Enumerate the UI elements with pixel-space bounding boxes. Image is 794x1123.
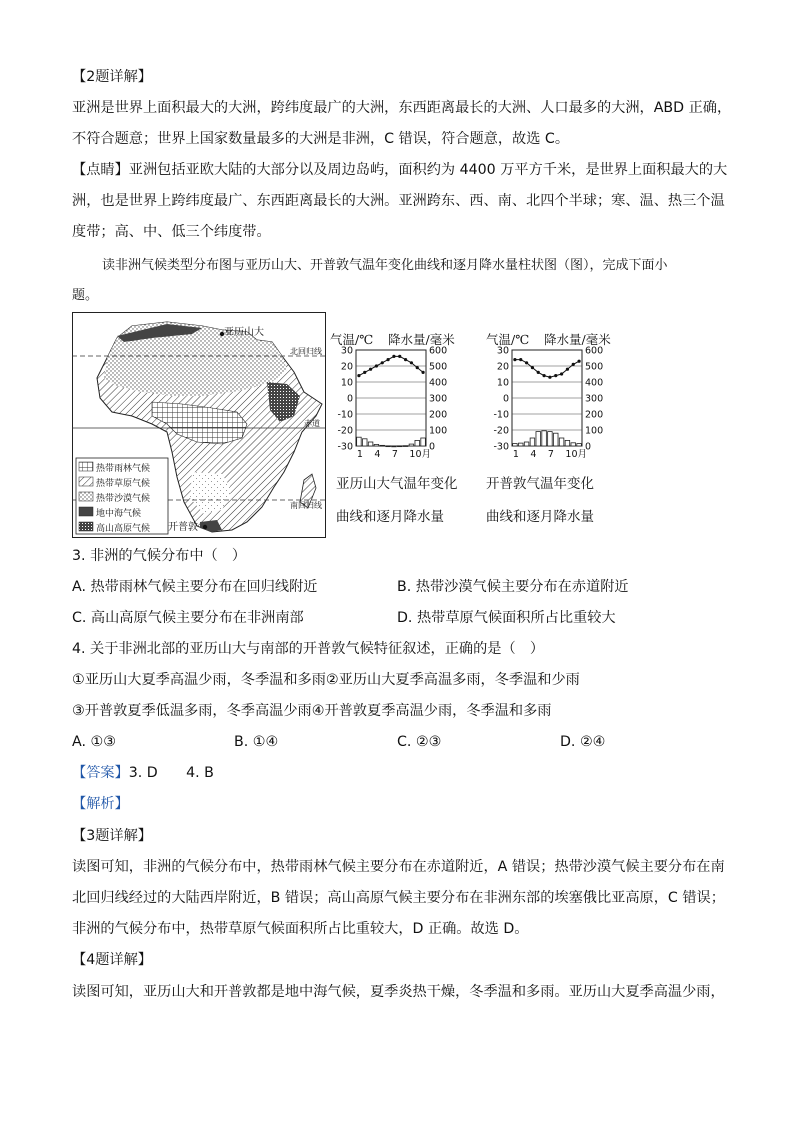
chart1-precip-bar xyxy=(409,444,414,446)
chart2-precip-bar xyxy=(571,443,576,446)
q2-detail-line-1: 亚洲是世界上面积最大的大洲，跨纬度最广的大洲，东西距离最长的大洲、人口最多的大洲，ABD 正确， xyxy=(72,100,732,116)
chart2-temp-tick: 0 xyxy=(502,393,509,405)
chart2-caption-2: 曲线和逐月降水量 xyxy=(486,509,594,525)
label-capetown: 开普敦 xyxy=(168,522,198,533)
chart2-precip-tick: 600 xyxy=(585,345,604,357)
chart2-precip-bar xyxy=(513,444,518,446)
chart1-precip-tick: 600 xyxy=(429,345,448,357)
label-tropic-north: 北回归线 xyxy=(290,347,322,356)
q4-detail-line-1: 读图可知，亚历山大和开普敦都是地中海气候，夏季炎热干燥，冬季温和多雨。亚历山大夏季高温少雨， xyxy=(72,984,725,1000)
answer-text: 3. D 4. B xyxy=(128,765,214,781)
chart2-temp-tick: -10 xyxy=(493,409,509,421)
answer-heading: 【答案】 xyxy=(72,765,129,781)
q3-detail-line-1: 读图可知，非洲的气候分布中，热带雨林气候主要分布在赤道附近，A 错误；热带沙漠气候主要分布在南 xyxy=(72,859,725,875)
q2-detail-line-2: 不符合题意；世界上国家数量最多的大洲是非洲，C 错误，符合题意，故选 C。 xyxy=(72,131,570,147)
chart1-month-tick: 7 xyxy=(391,449,398,460)
chart2-precip-bar xyxy=(565,440,570,446)
chart2-month-tick: 4 xyxy=(530,449,537,460)
chart1-precip-bar xyxy=(374,444,379,446)
q3-option-c[interactable]: C. 高山高原气候主要分布在非洲南部 xyxy=(72,610,304,626)
chart1-precip-bar xyxy=(362,439,367,446)
chart2-precip-bar xyxy=(559,438,564,446)
chart1-temp-axis-label: 气温/℃ xyxy=(330,332,374,347)
chart1-temp-tick: -30 xyxy=(337,441,353,453)
intro-line-1: 读非洲气候类型分布图与亚历山大、开普敦气温年变化曲线和逐月降水量柱状图（图），完成下面小 xyxy=(102,258,668,273)
chart2-temp-point xyxy=(548,376,551,379)
chart1-precip-bar xyxy=(368,442,373,446)
chart1-precip-tick: 100 xyxy=(429,425,448,437)
q4-option-a[interactable]: A. ①③ xyxy=(72,734,116,750)
chart1-precip-axis-label: 降水量/毫米 xyxy=(388,332,455,347)
q3-detail-line-2: 北回归线经过的大陆西岸附近，B 错误；高山高原气候主要分布在非洲东部的埃塞俄比亚高原，C 错误； xyxy=(72,890,725,906)
chart1-svg xyxy=(330,344,450,464)
chart1-precip-bar xyxy=(403,446,408,447)
chart2-precip-tick: 100 xyxy=(585,425,604,437)
chart2-temp-tick: -20 xyxy=(493,425,509,437)
chart2-precip-bar xyxy=(548,432,553,446)
chart1-month-tick: 4 xyxy=(374,449,381,460)
legend-swatch-desert xyxy=(79,492,93,501)
chart1-precip-bar xyxy=(392,446,397,447)
legend-label-highland: 高山高原气候 xyxy=(96,524,151,534)
q3-stem: 3. 非洲的气候分布中（ ） xyxy=(72,548,247,564)
legend-swatch-mediterranean xyxy=(79,507,93,516)
legend-swatch-highland xyxy=(79,522,93,531)
chart1-precip-tick: 300 xyxy=(429,393,448,405)
chart2-temp-point xyxy=(542,374,545,377)
chart1-temp-point xyxy=(369,368,372,371)
analysis-heading: 【解析】 xyxy=(72,796,129,812)
chart1-temp-point xyxy=(404,358,407,361)
chart2-precip-bar xyxy=(518,443,523,446)
chart1-temp-tick: 20 xyxy=(340,361,353,373)
label-tropic-south: 南回归线 xyxy=(290,501,322,510)
chart1-precip-bar xyxy=(380,445,385,446)
chart2-temp-point xyxy=(537,371,540,374)
legend-swatch-rainforest xyxy=(79,462,93,471)
chart2-month-tick: 7 xyxy=(547,449,554,460)
chart2-temp-point xyxy=(531,366,534,369)
chart1-month-tick: 1 xyxy=(356,449,363,460)
chart2-svg xyxy=(486,344,606,464)
chart2-temp-point xyxy=(519,358,522,361)
chart1-temp-point xyxy=(416,366,419,369)
chart1-temp-tick: -20 xyxy=(337,425,353,437)
q3-option-b[interactable]: B. 热带沙漠气候主要分布在赤道附近 xyxy=(397,579,629,595)
legend-label-desert: 热带沙漠气候 xyxy=(96,494,151,504)
q4-statement-1-2: ①亚历山大夏季高温少雨，冬季温和多雨②亚历山大夏季高温多雨，冬季温和少雨 xyxy=(72,672,580,688)
chart2-precip-tick: 300 xyxy=(585,393,604,405)
chart1-precip-tick: 500 xyxy=(429,361,448,373)
legend-label-savanna: 热带草原气候 xyxy=(96,479,151,489)
chart1-temp-point xyxy=(410,361,413,364)
chart2-precip-axis-label: 降水量/毫米 xyxy=(544,332,611,347)
chart2-precip-tick: 500 xyxy=(585,361,604,373)
capetown-marker xyxy=(203,525,207,529)
chart1-temp-point xyxy=(386,358,389,361)
chart1-precip-bar xyxy=(415,440,420,446)
chart2-temp-tick: 30 xyxy=(496,345,509,357)
chart2-temp-tick: -30 xyxy=(493,441,509,453)
chart1-precip-tick: 400 xyxy=(429,377,448,389)
chart2-precip-tick: 0 xyxy=(585,441,592,453)
answer-line xyxy=(72,763,214,783)
chart1-month-tick: 10月 xyxy=(409,449,432,460)
q3-option-d[interactable]: D. 热带草原气候面积所占比重较大 xyxy=(397,610,616,626)
figure-africa-climate xyxy=(72,312,612,540)
q3-option-a[interactable]: A. 热带雨林气候主要分布在回归线附近 xyxy=(72,579,318,595)
chart1-temp-tick: -10 xyxy=(337,409,353,421)
chart1-precip-bar xyxy=(357,437,362,446)
chart1-precip-tick: 0 xyxy=(429,441,436,453)
chart2-temp-point xyxy=(566,368,569,371)
tip-text-1: 亚洲包括亚欧大陆的大部分以及周边岛屿，面积约为 4400 万平方千米，是世界上面积最大的大 xyxy=(128,162,728,178)
label-equator: 赤道 xyxy=(304,419,320,428)
q4-stem: 4. 关于非洲北部的亚历山大与南部的开普敦气候特征叙述，正确的是（ ） xyxy=(72,641,545,657)
chart2-precip-bar xyxy=(524,442,529,446)
chart2-temp-tick: 10 xyxy=(496,377,509,389)
chart1-precip-bar xyxy=(397,446,402,447)
legend-label-rainforest: 热带雨林气候 xyxy=(96,464,151,474)
chart1-temp-point xyxy=(363,371,366,374)
chart2-precip-bar xyxy=(542,431,547,446)
chart2-precip-tick: 200 xyxy=(585,409,604,421)
chart2-caption-1: 开普敦气温年变化 xyxy=(486,476,594,492)
chart2-temp-point xyxy=(525,361,528,364)
tip-heading: 【点睛】 xyxy=(72,162,129,178)
tip-line-3: 度带；高、中、低三个纬度带。 xyxy=(72,224,271,240)
legend-swatch-savanna xyxy=(79,477,93,486)
chart2-temp-point xyxy=(513,358,516,361)
chart2-temp-line xyxy=(515,360,579,378)
chart2-month-tick: 10月 xyxy=(565,449,588,460)
chart2-temp-point xyxy=(560,372,563,375)
chart1-temp-point xyxy=(375,364,378,367)
legend-label-mediterranean: 地中海气候 xyxy=(96,509,142,519)
q4-option-c[interactable]: C. ②③ xyxy=(397,734,442,750)
chart1-temp-tick: 10 xyxy=(340,377,353,389)
chart1-temp-point xyxy=(421,371,424,374)
q3-detail-line-3: 非洲的气候分布中，热带草原气候面积所占比重较大，D 正确。故选 D。 xyxy=(72,921,529,937)
q3-detail-heading: 【3题详解】 xyxy=(72,828,152,844)
q4-option-d[interactable]: D. ②④ xyxy=(560,734,606,750)
tip-line-2: 洲，也是世界上跨纬度最广、东西距离最长的大洲。亚洲跨东、西、南、北四个半球；寒、温、热三个温 xyxy=(72,193,725,209)
chart1-precip-bar xyxy=(386,446,391,447)
chart2-temp-point xyxy=(572,363,575,366)
chart2-temp-point xyxy=(577,360,580,363)
chart1-precip-bar xyxy=(421,438,426,446)
chart2-precip-bar xyxy=(536,432,541,446)
intro-line-2: 题。 xyxy=(72,288,99,303)
chart1-temp-tick: 0 xyxy=(346,393,353,405)
chart2-temp-point xyxy=(554,374,557,377)
chart2-precip-bar xyxy=(553,433,558,446)
q4-statement-3-4: ③开普敦夏季低温多雨，冬季高温少雨④开普敦夏季高温少雨，冬季温和多雨 xyxy=(72,703,552,719)
q2-detail-heading: 【2题详解】 xyxy=(72,69,152,85)
chart2-precip-bar xyxy=(577,444,582,446)
chart2-precip-tick: 400 xyxy=(585,377,604,389)
chart1-temp-tick: 30 xyxy=(340,345,353,357)
chart1-caption-1: 亚历山大气温年变化 xyxy=(336,476,458,492)
chart2-temp-tick: 20 xyxy=(496,361,509,373)
q4-option-b[interactable]: B. ①④ xyxy=(234,734,279,750)
chart2-temp-axis-label: 气温/℃ xyxy=(486,332,530,347)
q4-detail-heading: 【4题详解】 xyxy=(72,952,152,968)
chart1-caption-2: 曲线和逐月降水量 xyxy=(336,509,444,525)
chart2-precip-bar xyxy=(530,438,535,446)
chart1-temp-point xyxy=(357,374,360,377)
chart1-temp-point xyxy=(398,355,401,358)
chart1-precip-tick: 200 xyxy=(429,409,448,421)
tip-line-1 xyxy=(72,160,727,180)
chart1-temp-point xyxy=(392,355,395,358)
chart1-temp-point xyxy=(381,361,384,364)
label-alexandria: 亚历山大 xyxy=(224,327,264,338)
chart2-month-tick: 1 xyxy=(512,449,519,460)
